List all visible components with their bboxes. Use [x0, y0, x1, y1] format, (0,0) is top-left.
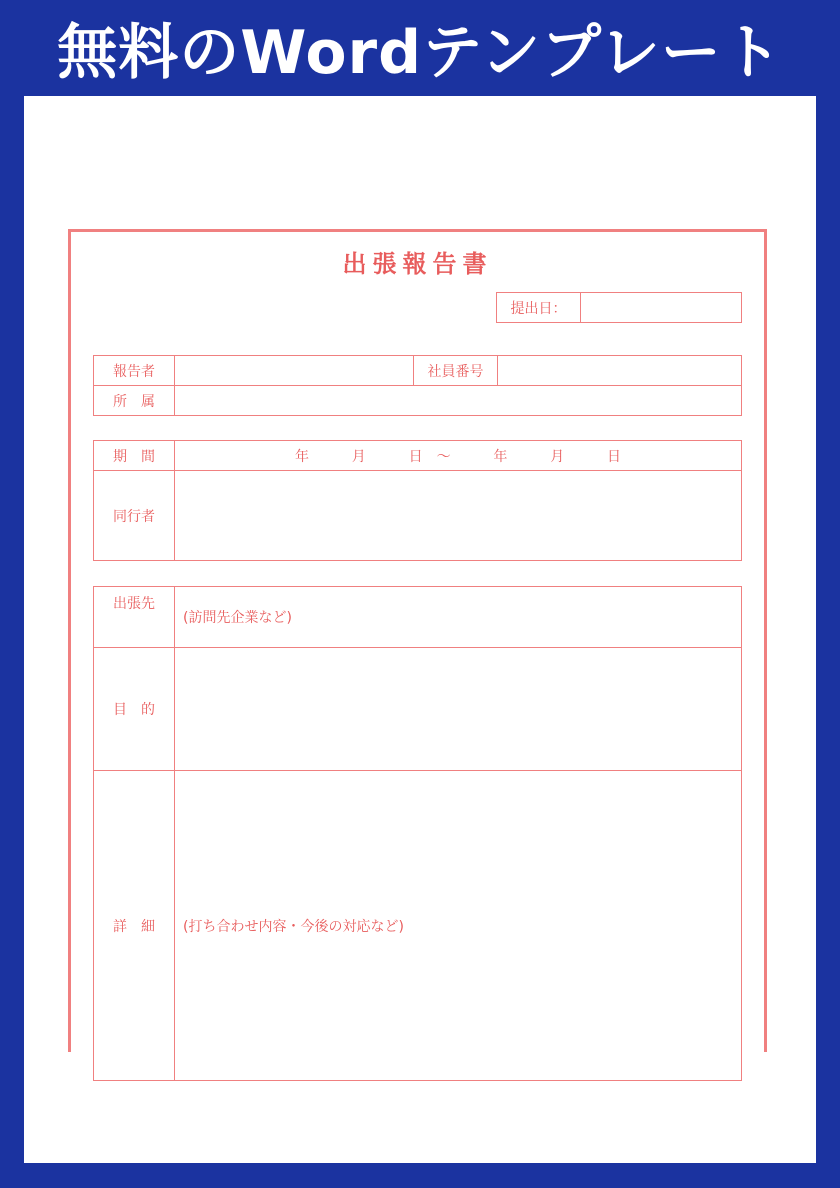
banner-title: 無料のWordテンプレート — [57, 18, 783, 88]
employee-no-label: 社員番号 — [414, 356, 498, 386]
details-label: 詳 細 — [94, 771, 175, 1081]
details-table — [93, 586, 742, 1081]
period-end-year: 年 — [493, 448, 508, 465]
purpose-label: 目 的 — [94, 648, 175, 771]
reporter-field[interactable] — [175, 356, 414, 386]
period-end-month: 月 — [550, 448, 565, 465]
destination-label: 出張先 — [94, 587, 175, 648]
period-start-day: 日 ～ — [408, 448, 451, 465]
reporter-label: 報告者 — [94, 356, 175, 386]
period-field[interactable] — [175, 441, 742, 471]
reporter-table — [93, 355, 742, 416]
department-label: 所 属 — [94, 386, 175, 416]
destination-field[interactable]: (訪問先企業など) — [175, 587, 742, 648]
period-start-year: 年 — [295, 448, 309, 465]
companions-label: 同行者 — [94, 471, 175, 561]
submit-date-label: 提出日： — [497, 293, 581, 323]
period-label: 期 間 — [94, 441, 175, 471]
document-page — [24, 96, 816, 1163]
companions-field[interactable] — [175, 471, 742, 561]
department-field[interactable] — [175, 386, 742, 416]
details-field[interactable]: (打ち合わせ内容・今後の対応など) — [175, 771, 742, 1081]
submit-date-field[interactable] — [581, 293, 742, 323]
submit-date-table — [496, 292, 742, 323]
period-table — [93, 440, 742, 561]
period-end-day: 日 — [606, 448, 621, 465]
report-form — [68, 229, 767, 1052]
form-title: 出張報告書 — [342, 250, 493, 278]
employee-no-field[interactable] — [498, 356, 742, 386]
purpose-field[interactable] — [175, 648, 742, 771]
period-start-month: 月 — [351, 448, 366, 465]
